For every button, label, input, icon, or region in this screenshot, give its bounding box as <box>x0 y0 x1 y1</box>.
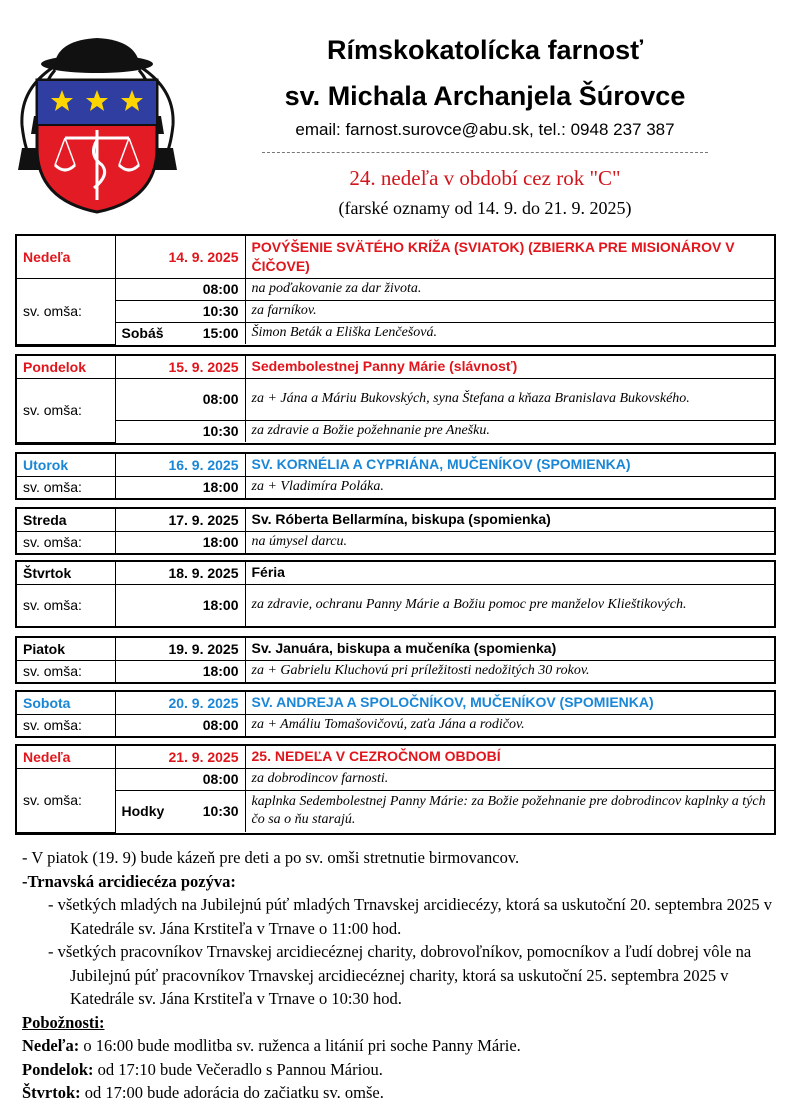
devotion-item <box>22 1081 782 1105</box>
devotions-heading: Pobožnosti: <box>22 1012 105 1032</box>
invite-item: - všetkých mladých na Jubilejnú púť mladých Trnavskej arcidiecézy, ktorá sa uskutoční 20. septembra 2025 v Katedrále sv. Jána Krstiteľa v Trnave o 11:00 hod. <box>48 895 773 938</box>
day-name: Nedeľa <box>17 746 115 768</box>
devotion-item <box>22 1034 782 1058</box>
sunday-title: 24. nedeľa v období cez rok "C" <box>349 166 621 190</box>
parish-subtitle: sv. Michala Archanjela Šúrovce <box>284 81 686 111</box>
mass-intention: za + Gabrielu Kluchovú pri príležitosti nedožitých 30 rokov. <box>245 660 774 682</box>
mass-time: 18:00 <box>115 531 245 553</box>
mass-note: Sobáš <box>121 325 164 342</box>
day-name: Nedeľa <box>17 236 115 278</box>
day-block <box>15 354 776 445</box>
day-block <box>15 636 776 684</box>
feast-name: Sedembolestnej Panny Márie (slávnosť) <box>245 356 774 378</box>
day-block <box>15 690 776 738</box>
mass-intention: na poďakovanie za dar života. <box>245 278 774 300</box>
devotion-day: Štvrtok: <box>22 1083 81 1102</box>
mass-label: sv. omša: <box>17 531 115 553</box>
feast-name: 25. NEDEĽA V CEZROČNOM OBDOBÍ <box>245 746 774 768</box>
devotion-text: o 16:00 bude modlitba sv. ruženca a litánií pri soche Panny Márie. <box>79 1036 521 1055</box>
announcement-line: - V piatok (19. 9) bude kázeň pre deti a po sv. omši stretnutie birmovancov. <box>22 848 520 867</box>
day-date: 21. 9. 2025 <box>115 746 245 768</box>
day-block <box>15 452 776 500</box>
mass-label: sv. omša: <box>17 714 115 736</box>
devotion-item <box>22 1058 782 1082</box>
coat-of-arms-icon <box>10 30 185 215</box>
devotion-day: Pondelok: <box>22 1059 94 1079</box>
contact-info: email: farnost.surovce@abu.sk, tel.: 0948 237 387 <box>295 120 675 139</box>
mass-label: sv. omša: <box>17 278 115 344</box>
mass-time: 10:30 <box>115 300 245 322</box>
mass-time: 18:00 <box>115 584 245 626</box>
devotion-text: od 17:10 bude Večeradlo s Pannou Máriou. <box>93 1059 383 1079</box>
feast-name: SV. ANDREJA A SPOLOČNÍKOV, MUČENÍKOV (SPOMIENKA) <box>245 692 774 714</box>
announcements <box>22 846 782 1105</box>
mass-intention: na úmysel darcu. <box>245 531 774 553</box>
day-name: Streda <box>17 509 115 531</box>
mass-label: sv. omša: <box>17 378 115 442</box>
mass-intention: kaplnka Sedembolestnej Panny Márie: za Božie požehnanie pre dobrodincov kaplnky a tých čo sa o ňu starajú. <box>245 790 774 832</box>
mass-intention: za zdravie, ochranu Panny Márie a Božiu pomoc pre manželov Klieštikových. <box>245 584 774 626</box>
day-date: 17. 9. 2025 <box>115 509 245 531</box>
devotion-day: Nedeľa: <box>22 1036 80 1055</box>
day-block <box>15 234 776 347</box>
day-name: Štvrtok <box>17 562 115 584</box>
feast-name: Sv. Róberta Bellarmína, biskupa (spomienka) <box>245 509 774 531</box>
day-date: 16. 9. 2025 <box>115 454 245 476</box>
feast-name: SV. KORNÉLIA A CYPRIÁNA, MUČENÍKOV (SPOMIENKA) <box>245 454 774 476</box>
feast-name: Féria <box>245 562 774 584</box>
announcement-period: (farské oznamy od 14. 9. do 21. 9. 2025) <box>338 198 632 218</box>
mass-intention: za zdravie a Božie požehnanie pre Anešku. <box>245 420 774 442</box>
mass-intention: za + Jána a Máriu Bukovských, syna Štefana a kňaza Branislava Bukovského. <box>245 378 774 420</box>
day-date: 14. 9. 2025 <box>115 236 245 278</box>
day-date: 20. 9. 2025 <box>115 692 245 714</box>
mass-label: sv. omša: <box>17 768 115 832</box>
parish-title: Rímskokatolícka farnosť <box>326 35 644 65</box>
invite-heading: -Trnavská arcidiecéza pozýva: <box>22 871 236 891</box>
mass-time: 08:00 <box>115 714 245 736</box>
day-name: Piatok <box>17 638 115 660</box>
invite-item: - všetkých pracovníkov Trnavskej arcidiecéznej charity, dobrovoľníkov, pomocníkov a ľudí dobrej vôle na Jubilejnú púť pracovníkov Trnavskej arcidiecéznej charity, ktorá sa uskutoční 25. septembra 2025 v Katedrále sv. Jána Krstiteľa v Trnave o 10:30 hod. <box>48 942 752 1008</box>
mass-label: sv. omša: <box>17 476 115 498</box>
mass-time: 10:30 <box>115 420 245 442</box>
day-name: Pondelok <box>17 356 115 378</box>
header-divider <box>262 152 708 153</box>
day-name: Sobota <box>17 692 115 714</box>
mass-time: 08:00 <box>115 378 245 420</box>
day-name: Utorok <box>17 454 115 476</box>
mass-intention: za dobrodincov farnosti. <box>245 768 774 790</box>
day-date: 15. 9. 2025 <box>115 356 245 378</box>
mass-time: 18:00 <box>115 476 245 498</box>
mass-note: Hodky <box>121 803 165 820</box>
day-block <box>15 560 776 628</box>
devotion-text: od 17:00 bude adorácia do začiatku sv. omše. <box>80 1083 384 1102</box>
day-date: 19. 9. 2025 <box>115 638 245 660</box>
mass-intention: za farníkov. <box>245 300 774 322</box>
mass-intention: za + Amáliu Tomašovičovú, zaťa Jána a rodičov. <box>245 714 774 736</box>
mass-intention: za + Vladimíra Poláka. <box>245 476 774 498</box>
day-date: 18. 9. 2025 <box>115 562 245 584</box>
mass-time: 10:30 <box>202 803 239 820</box>
mass-label: sv. omša: <box>17 584 115 626</box>
day-block <box>15 744 776 835</box>
mass-time: 18:00 <box>115 660 245 682</box>
feast-name: Sv. Januára, biskupa a mučeníka (spomienka) <box>245 638 774 660</box>
mass-time: 08:00 <box>115 768 245 790</box>
mass-time: 08:00 <box>115 278 245 300</box>
day-block <box>15 507 776 555</box>
mass-intention: Šimon Beták a Eliška Lenčešová. <box>245 322 774 344</box>
mass-label: sv. omša: <box>17 660 115 682</box>
mass-time: 15:00 <box>202 325 239 342</box>
feast-name: POVÝŠENIE SVÄTÉHO KRÍŽA (SVIATOK) (ZBIERKA PRE MISIONÁROV V ČIČOVE) <box>245 236 774 278</box>
